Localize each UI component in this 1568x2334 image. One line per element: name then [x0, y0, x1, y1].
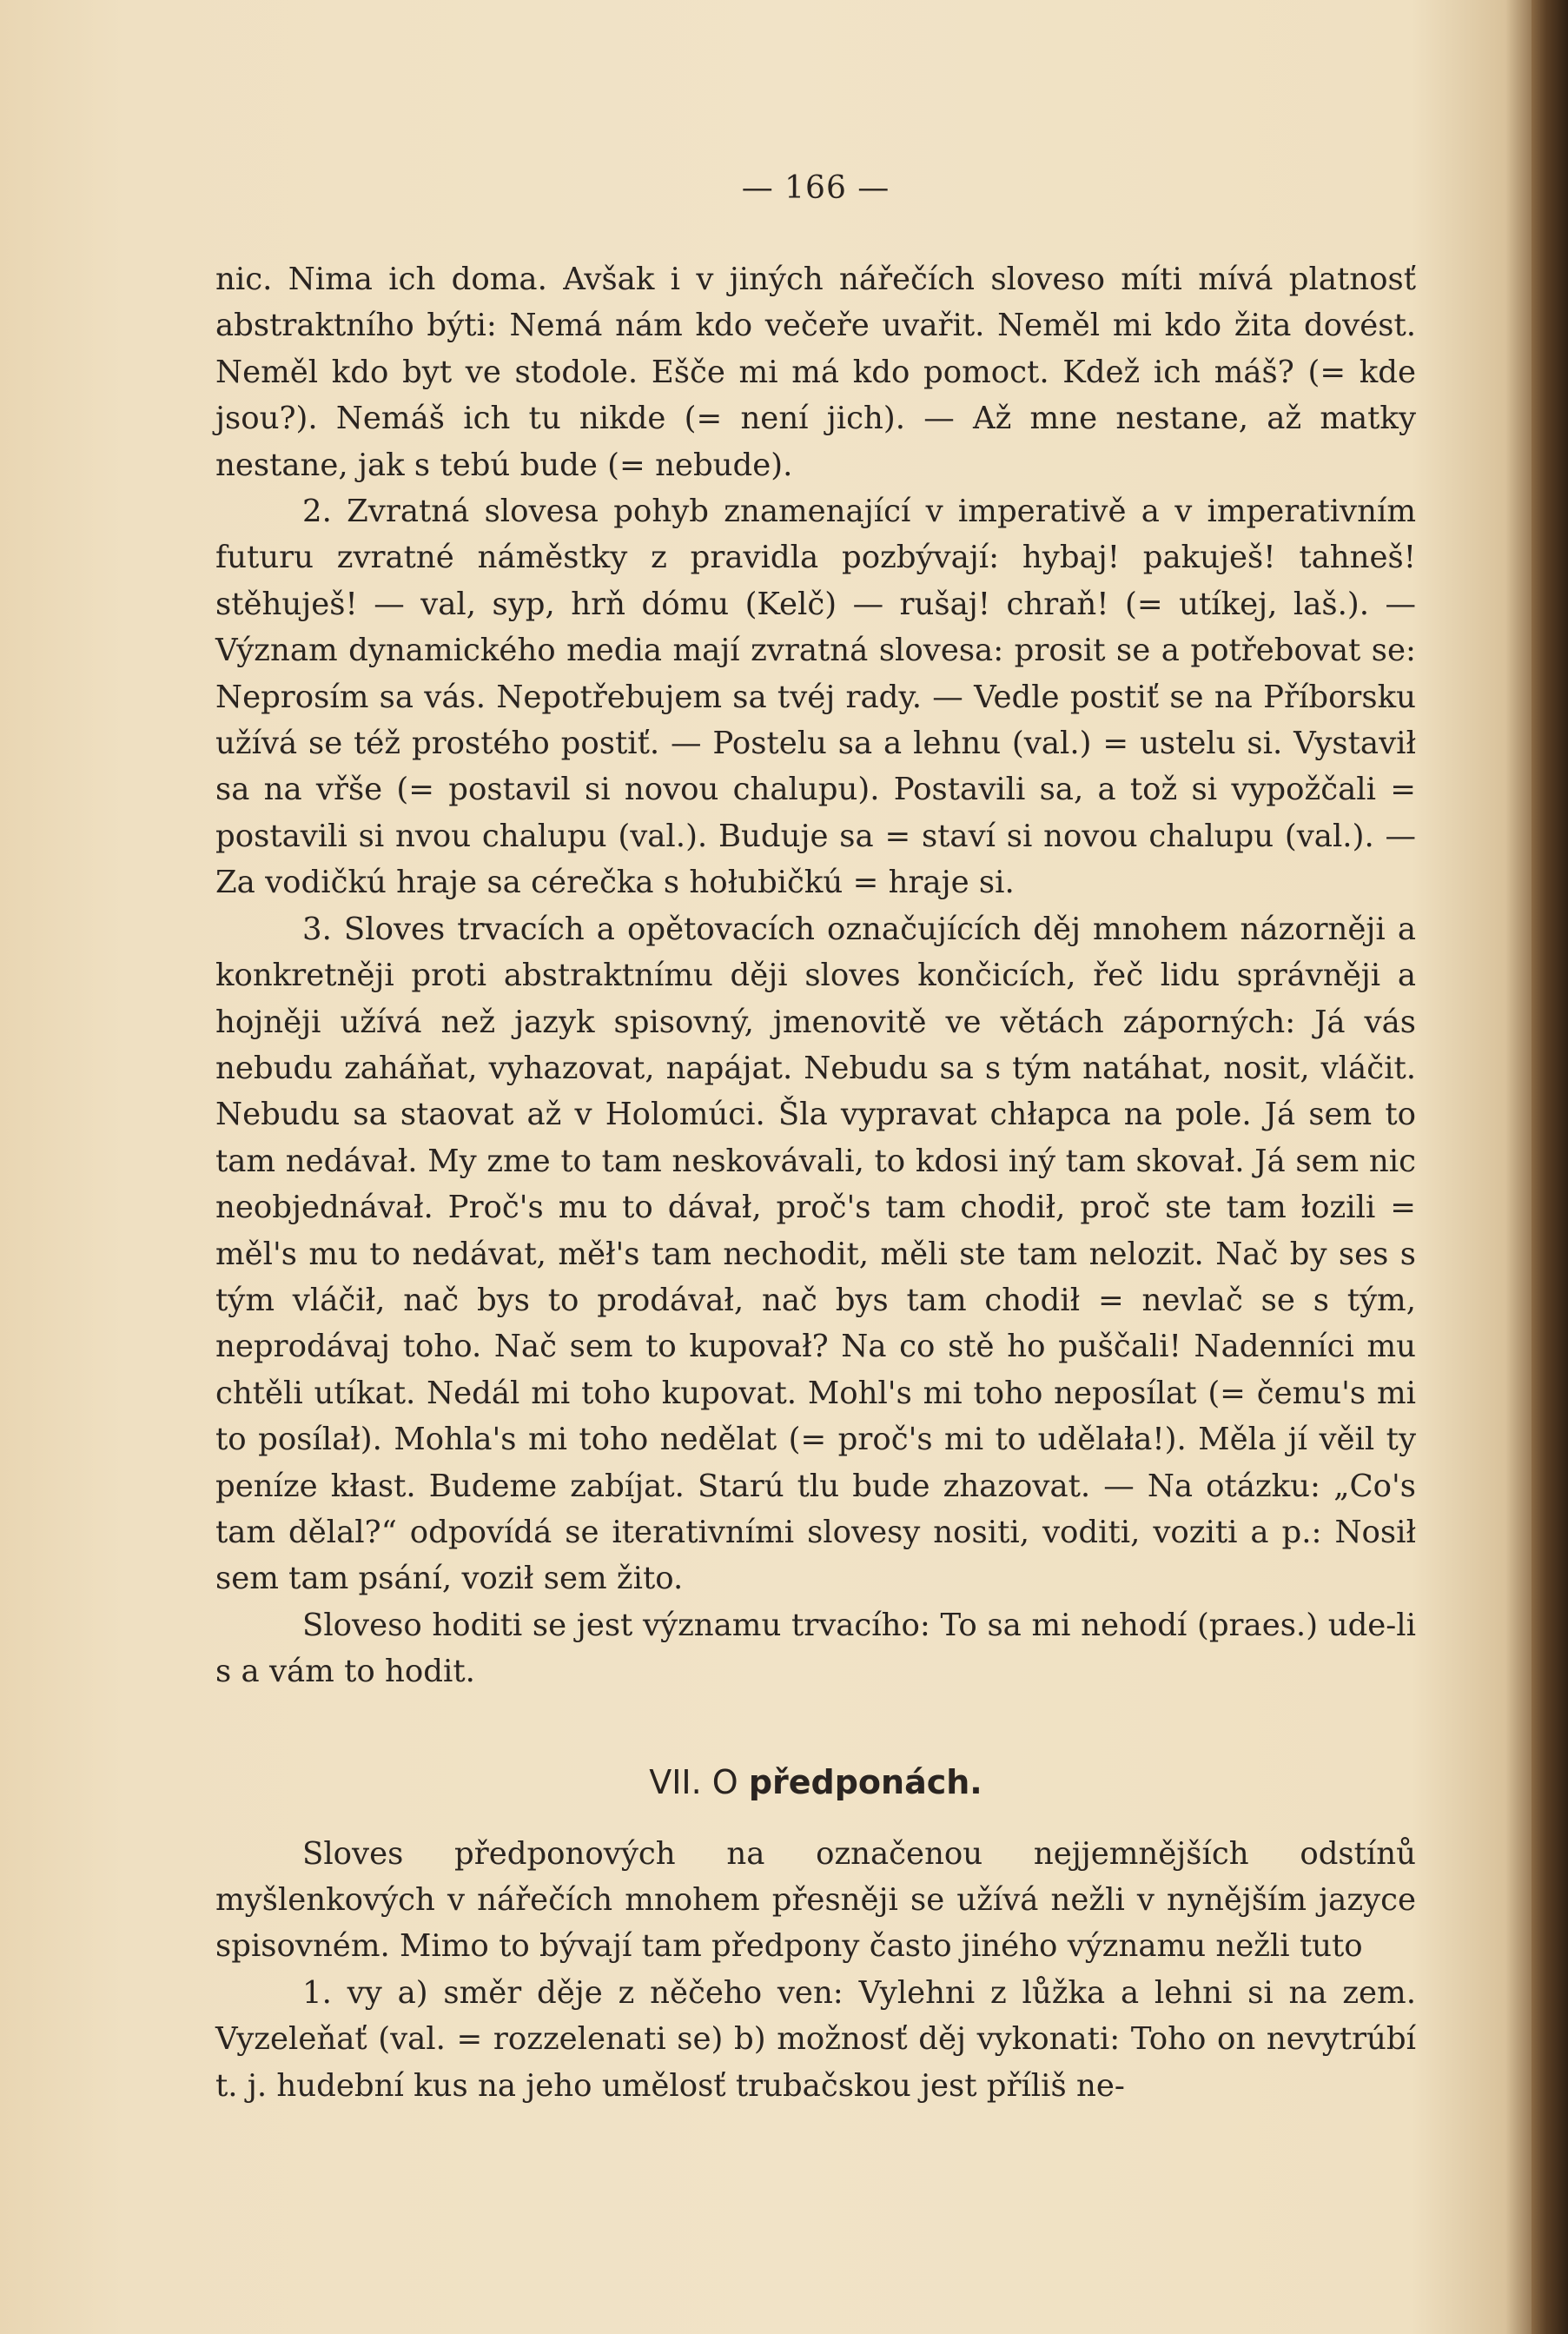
paragraph-5: Sloves předponových na označenou nejjemnějších odstínů myšlenkových v nářečích mnohem přesněji se užívá nežli v nynějším jazyce spisovném. Mimo to bývají tam předpony často jiného významu nežli tuto	[215, 1835, 1416, 1965]
paragraph-6: 1. vy a) směr děje z něčeho ven: Vylehni z lůžka a lehni si na zem. Vyzeleňať (val. = rozzelenati se) b) možnosť děj vykonati: Toho on nevytrúbí t. j. hudební kus na jeho umělosť trubačskou jest příliš ne-	[215, 1974, 1416, 2104]
paragraph-4: Sloveso hoditi se jest významu trvacího: To sa mi nehodí (praes.) ude-li s a vám to hodit.	[215, 1607, 1416, 1690]
paragraph-2: 2. Zvratná slovesa pohyb znamenající v imperativě a v imperativním futuru zvratné náměstky z pravidla pozbývají: hybaj! pakuješ! tahneš! stěhuješ! — val, syp, hrň dómu (Kelč) — rušaj! chraň! (= utíkej, laš.). — Význam dynamického media mají zvratná slovesa: prosit se a potřebovat se: Neprosím sa vás. Nepotřebujem sa tvéj rady. — Vedle postiť se na Příborsku užívá se též prostého postiť. — Postelu sa a lehnu (val.) = ustelu si. Vystavił sa na vřše (= postavil si novou chalupu). Postavili sa, a tož si vypožčali = postavili si nvou chalupu (val.). Buduje sa = staví si novou chalupu (val.). — Za vodičkú hraje sa cérečka s hołubičkú = hraje si.	[215, 494, 1416, 901]
page-text-block	[215, 165, 1416, 2109]
book-spine-shadow	[1532, 0, 1568, 2334]
heading-number: VII. O	[649, 1762, 738, 1801]
page-number: — 166 —	[741, 170, 890, 206]
section-heading	[215, 1758, 1416, 1807]
paragraph-1: nic. Nima ich doma. Avšak i v jiných nářečích sloveso míti mívá platnosť abstraktního býti: Nemá nám kdo večeře uvařit. Neměl mi kdo žita dovést. Neměl kdo byt ve stodole. Ešče mi má kdo pomoct. Kdež ich máš? (= kde jsou?). Nemáš ich tu nikde (= není jich). — Až mne nestane, až matky nestane, jak s tebú bude (= nebude).	[215, 262, 1416, 483]
paragraph-3: 3. Sloves trvacích a opětovacích označujících děj mnohem názorněji a konkretněji proti abstraktnímu ději sloves končicích, řeč lidu správněji a hojněji užívá než jazyk spisovný, jmenovitě ve větách záporných: Já vás nebudu zaháňat, vyhazovat, napájat. Nebudu sa s tým natáhat, nosit, vláčit. Nebudu sa staovat až v Holomúci. Šla vypravat chłapca na pole. Já sem to tam nedávał. My zme to tam neskovávali, to kdosi iný tam skovał. Já sem nic neobjednávał. Proč's mu to dávał, proč's tam chodił, proč ste tam łozili = měl's mu to nedávat, měł's tam nechodit, měli ste tam nelozit. Nač by ses s tým vláčił, nač bys to prodávał, nač bys tam chodił = nevlač se s tým, neprodávaj toho. Nač sem to kupovał? Na co stě ho puščali! Nadenníci mu chtěli utíkat. Nedál mi toho kupovat. Mohl's mi toho neposílat (= čemu's mi to posílał). Mohla's mi toho nedělat (= proč's mi to udělała!). Měla jí věil ty peníze kłast. Budeme zabíjat. Starú tlu bude zhazovat. — Na otázku: „Co's tam dělal?“ odpovídá se iterativními slovesy nositi, voditi, voziti a p.: Nosił sem tam psání, voził sem žito.	[215, 911, 1416, 1597]
heading-title: předponách.	[748, 1762, 982, 1801]
